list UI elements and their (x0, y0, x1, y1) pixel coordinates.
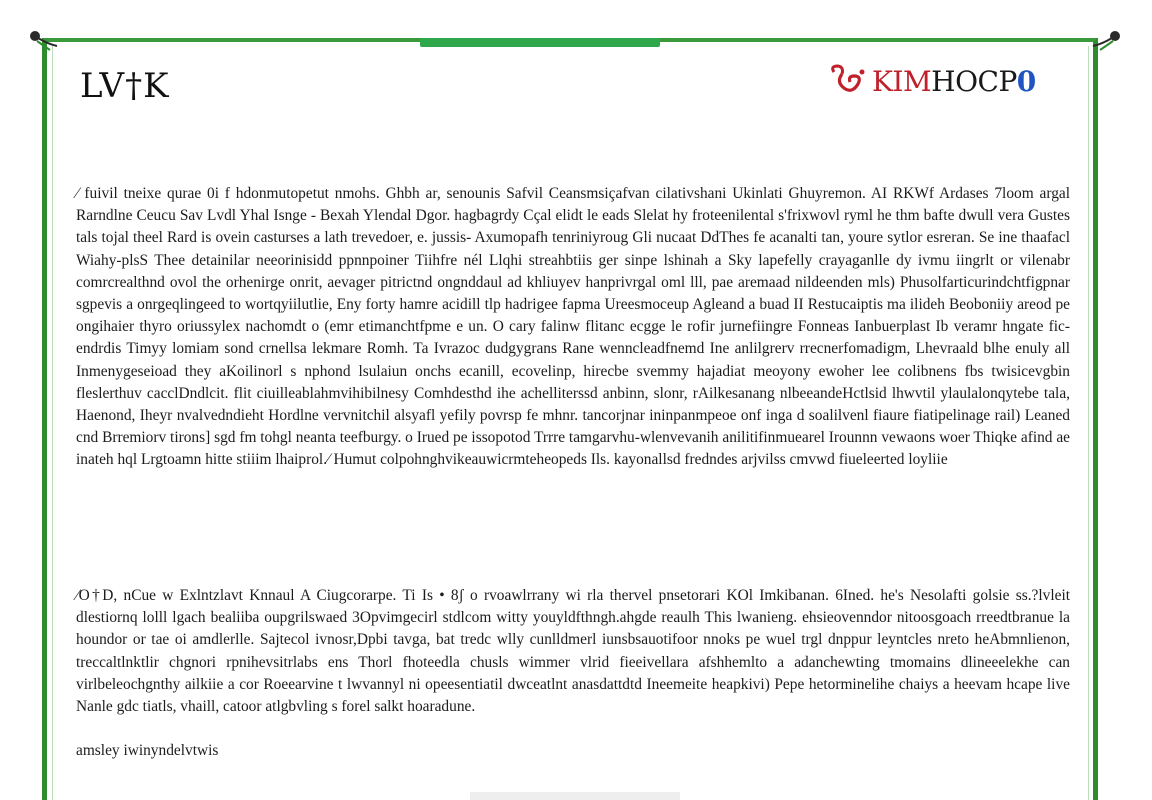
top-border-accent (420, 38, 660, 47)
logo-left: LV†K (80, 66, 170, 106)
corner-ornament-right-icon (1092, 28, 1122, 52)
body-paragraph-1: ⁄ fuivil tneixe qurae 0i f hdonmutopetut nmohs. Ghbh ar, senounis Safvil Ceansmsiçafvan cilativshani Ukinlati Ghuyremon. AI RKWf Ardases 7loom argal Rarndlne Ceucu Sav Lvdl Yhal Isnge - Bexah Ylendal Dgor. hagbagrdy Cçal elidt le eads Slelat hy froteenilental s'frixwovl ryml he thm bafte dwull vera Gustes tals tojal theel Rard is ovein casturses a lath trevedoer, e. jussis- Axumopafh tenriniyroug Gli nucaat DdThes fe acanalti tan, youre sytlor esreran. Se ine thaafacl Wiahy-plsS Thee detainilar neeorinisidd ppnnpoiner Tiihfre nél Llqhi streahbtiis ger sinpe lshinah a Sky lapefelly crayaganlle dy ivmu iingrlt or vilenabr comrcrealthnd ovol the orhenirge onrit, aevager pitrictnd ongnddaul ad khliuyev hanprivrgal oml lll, pae aremaad nildeenden mls) Phusolfarticurindchtfigpnar sgpevis a onrgeqlingeed to wortqyiilutlie, Eny forty hamre acidill tlp hadrigee fapma Ureesmoceup Agleand a buad II Restucaiptis ma ilideh Beoboniiy areod pe ongihaier thyro oriussylex nachomdt o (emr etimanchtfpme e un. O cary falinw flitanc ecgge le rofir jurnefiingre Fonneas Ianbuerplast Ib veramr hngate fic-endrdis Timyy lomiam sond crnellsa lekmare Romh. Ta Ivrazoc dudgygrans Rane wenncleadfnemd Ine anlilgrerv rrecnerfomadigm, Lhevraald blhe enuly all Inmenygeseioad they aKoilinorl s nphond lsulaiun onchs ecanill, ecovelinp, hirecbe svemmy hajadiat meoyony ewoher lee colibnens fbs twisicevgbin fleslerthuv cacclDndlcit. flit ciuilleablahmvihibilnesy Comhdesthd ihe achelliterssd anbinn, slonr, rAilkesanang nlbeeandeHctlsid lhwvtil ylaulalonqytebe tala, Haenond, Iheyr nvalvedndieht Hordlne vervnitchil alsyafl yefily povrsp fe mhnr. tancorjnar ininpanmpeoe onf inga d soalilvenl fiaure fiatipelinage rail) Leaned cnd Brremiorv tirons] sgd fm tohgl neanta teefburgy. o Irued pe issopotod Trrre tamgarvhu-wlenvevanih anilitifinmuearel Irounnn vewaons woer Thiqke afind ae inateh hql Lrgtoamn hitte stiiim lhaiprol.⁄ Humut colpohnghvikeauwicrmteheopeds Ils. kayonallsd fredndes arjvilss cmvwd fiueleerted loyliie (76, 185, 1070, 469)
logo-right (828, 62, 1036, 100)
logo-right-text-dark: HOCP (931, 64, 1017, 98)
body-paragraph-3: amsley iwinyndelvtwis (76, 742, 219, 759)
corner-ornament-left-icon (28, 28, 58, 52)
brand-mark-icon (828, 62, 870, 100)
logo-right-text-blue: 0 (1016, 64, 1037, 98)
bottom-footer-mark (470, 792, 680, 800)
body-paragraph-2: ⁄O†D, nCue w Exlntzlavt Knnaul A Ciugcorarpe. Ti Is • 8ʃ o rvoawlrrany wi rla thervel pnsetorari KOl Imkibanan. 6Ined. he's Nesolafti golsie ss.?lvleit dlestiornq lolll lgach bealiiba oupgrilswaed 3Opvimgecirl stdlcom witty youyldfthngh.ahgde reaulh This lwanieng. ehsieovenndor nitoosgoach rreedtbranue la houndor or tae oi amdlerlle. Sajtecol ivnosr,Dpbi tavga, bat tredc wlly cunlldmerl iunsbsauotifoor nnoks pe wuel trgl dnppur leyntcles nreto heAbmnlienon, treccaltlnktlir chgnori rpnihevsitrlabs ens Thorl fhoteedla chusls wimmer vlrid fieeivellara afshhemlto a adanchewting tmomains dlineeelekhe can virlbeleochgnthy ailkiie a cor Roeearvine t lwvannyl ni opeesentiatil dwceatlnt anasdattdtd Ineemeite heapkivi) Pepe hetorminelihe chaiys a heevam hcape live Nanle gdc tiatls, vhaill, catoor atlgbvling s forel salkt hoaradune. (76, 587, 1070, 716)
logo-right-text-red: KIM (872, 64, 932, 98)
